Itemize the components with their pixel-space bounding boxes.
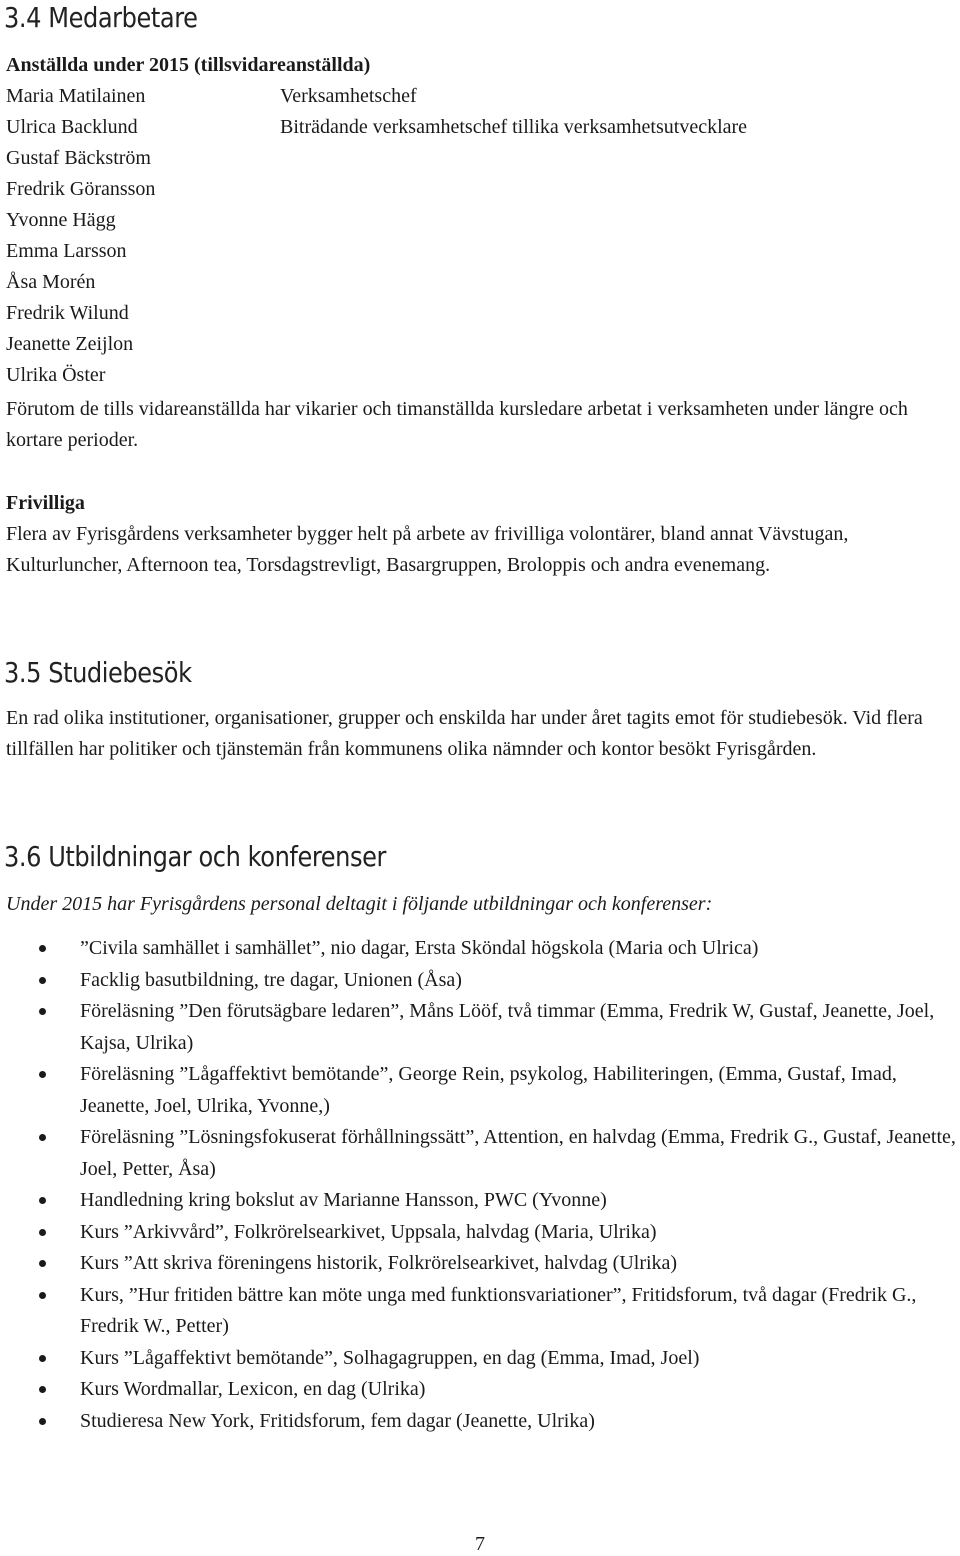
training-item-text: Kurs, ”Hur fritiden bättre kan möte unga med funktionsvariationer”, Fritidsforum, två dagar (Fredrik G., Fredrik W., Petter) xyxy=(80,1283,917,1337)
staff-name: Maria Matilainen xyxy=(6,85,146,107)
training-item-text: Kurs ”Arkivvård”, Folkrörelsearkivet, Uppsala, halvdag (Maria, Ulrika) xyxy=(80,1220,657,1243)
section-heading-3-6: 3.6 Utbildningar och konferenser xyxy=(4,840,386,873)
bullet-icon xyxy=(39,1134,46,1141)
training-list-item xyxy=(6,1343,956,1375)
training-item-text: Kurs ”Att skriva föreningens historik, Folkrörelsearkivet, halvdag (Ulrika) xyxy=(80,1252,678,1274)
staff-name: Ulrica Backlund xyxy=(6,116,138,138)
staff-name: Gustaf Bäckström xyxy=(6,147,151,169)
staff-row xyxy=(6,236,954,267)
bullet-icon xyxy=(39,977,46,984)
trainings-intro-block xyxy=(6,889,954,920)
training-item-text: Facklig basutbildning, tre dagar, Unionen (Åsa) xyxy=(80,968,462,991)
staff-row xyxy=(6,267,954,298)
training-list-item xyxy=(6,1280,956,1343)
training-list-item xyxy=(6,1406,956,1438)
training-item-text: Kurs ”Lågaffektivt bemötande”, Solhagagruppen, en dag (Emma, Imad, Joel) xyxy=(80,1346,700,1369)
bullet-icon xyxy=(39,1197,46,1204)
training-item-text: ”Civila samhället i samhället”, nio dagar, Ersta Sköndal högskola (Maria och Ulrica) xyxy=(80,937,759,959)
bullet-icon xyxy=(39,945,46,952)
bullet-icon xyxy=(39,1071,46,1078)
staff-row xyxy=(6,174,954,205)
volunteers-text: Flera av Fyrisgårdens verksamheter bygger helt på arbete av frivilliga volontärer, bland annat Vävstugan, Kulturluncher, Afternoon tea, Torsdagstrevligt, Basargruppen, Broloppis och andra evenemang. xyxy=(6,523,849,576)
staff-note-block xyxy=(6,394,954,456)
page-number: 7 xyxy=(475,1533,485,1555)
staff-row xyxy=(6,143,954,174)
bullet-icon xyxy=(39,1260,46,1267)
training-list-item xyxy=(6,1374,956,1406)
volunteers-heading: Frivilliga xyxy=(6,492,85,514)
training-list-item xyxy=(6,933,956,965)
staff-block xyxy=(6,50,954,391)
staff-row xyxy=(6,81,954,112)
trainings-intro: Under 2015 har Fyrisgårdens personal deltagit i följande utbildningar och konferenser: xyxy=(6,893,713,915)
bullet-icon xyxy=(39,1386,46,1393)
training-list-item xyxy=(6,1185,956,1217)
staff-name: Ulrika Öster xyxy=(6,364,106,386)
employed-heading: Anställda under 2015 (tillsvidareanställda) xyxy=(6,54,371,76)
training-list-item xyxy=(6,1248,956,1280)
training-list-item xyxy=(6,1122,956,1185)
bullet-icon xyxy=(39,1292,46,1299)
staff-list xyxy=(6,81,954,391)
staff-role: Biträdande verksamhetschef tillika verksamhetsutvecklare xyxy=(280,116,748,138)
training-list-item xyxy=(6,1217,956,1249)
training-list-item xyxy=(6,996,956,1059)
bullet-icon xyxy=(39,1418,46,1425)
study-visits-text: En rad olika institutioner, organisationer, grupper och enskilda har under året tagits emot för studiebesök. Vid flera tillfällen har politiker och tjänstemän från kommunens olika nämnder och kontor besökt Fyrisgården. xyxy=(6,707,923,760)
staff-row xyxy=(6,329,954,360)
training-item-text: Föreläsning ”Lösningsfokuserat förhållningssätt”, Attention, en halvdag (Emma, Fredrik G., Gustaf, Jeanette, Joel, Petter, Åsa) xyxy=(80,1126,956,1180)
bullet-icon xyxy=(39,1229,46,1236)
staff-name: Emma Larsson xyxy=(6,240,127,262)
volunteers-block xyxy=(6,488,954,581)
training-list-item xyxy=(6,1059,956,1122)
study-visits-block xyxy=(6,703,954,765)
staff-name: Fredrik Wilund xyxy=(6,302,129,324)
training-item-text: Handledning kring bokslut av Marianne Hansson, PWC (Yvonne) xyxy=(80,1189,607,1211)
section-heading-3-5: 3.5 Studiebesök xyxy=(4,656,192,689)
staff-note: Förutom de tills vidareanställda har vikarier och timanställda kursledare arbetat i verksamheten under längre och kortare perioder. xyxy=(6,398,908,451)
section-heading-3-4: 3.4 Medarbetare xyxy=(4,1,198,34)
staff-name: Åsa Morén xyxy=(6,271,96,293)
training-item-text: Föreläsning ”Den förutsägbare ledaren”, Måns Lööf, två timmar (Emma, Fredrik W, Gustaf, Jeanette, Joel, Kajsa, Ulrika) xyxy=(80,1000,935,1054)
staff-row xyxy=(6,112,954,143)
staff-name: Jeanette Zeijlon xyxy=(6,333,134,355)
staff-row xyxy=(6,205,954,236)
staff-name: Fredrik Göransson xyxy=(6,178,156,200)
staff-row xyxy=(6,298,954,329)
staff-row xyxy=(6,360,954,391)
training-item-text: Föreläsning ”Lågaffektivt bemötande”, George Rein, psykolog, Habiliteringen, (Emma, Gustaf, Imad, Jeanette, Joel, Ulrika, Yvonne,) xyxy=(80,1063,897,1117)
trainings-list xyxy=(6,933,956,1437)
training-item-text: Kurs Wordmallar, Lexicon, en dag (Ulrika) xyxy=(80,1378,426,1400)
staff-role: Verksamhetschef xyxy=(280,85,417,107)
trainings-list-block xyxy=(6,933,956,1437)
training-item-text: Studieresa New York, Fritidsforum, fem dagar (Jeanette, Ulrika) xyxy=(80,1409,595,1432)
training-list-item xyxy=(6,965,956,997)
bullet-icon xyxy=(39,1355,46,1362)
bullet-icon xyxy=(39,1008,46,1015)
staff-name: Yvonne Hägg xyxy=(6,209,116,231)
